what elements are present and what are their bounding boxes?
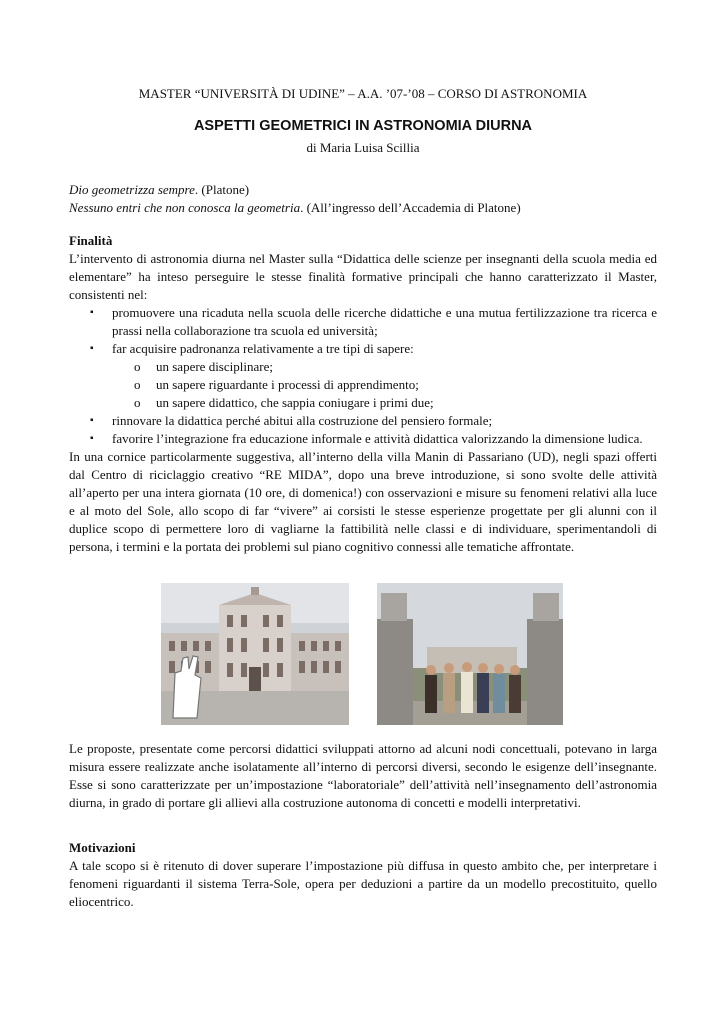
list-item: o un sapere didattico, che sappia coniugare i primi due; bbox=[134, 395, 434, 410]
document-title: ASPETTI GEOMETRICI IN ASTRONOMIA DIURNA bbox=[193, 118, 533, 134]
document-header: MASTER “UNIVERSITÀ DI UDINE” – A.A. ’07-’08 – CORSO DI ASTRONOMIA bbox=[138, 86, 588, 101]
motivazioni-paragraph: A tale scopo si è ritenuto di dover superare l’impostazione più diffusa in questo ambito che, per interpretare i fenomeni riguardanti il sistema Terra-Sole, opera per deduzioni a partire da un modello precostituito, quello eliocentrico. bbox=[69, 858, 657, 909]
square-bullet-icon: ▪ bbox=[90, 415, 94, 426]
villa-manin-photo bbox=[161, 583, 349, 725]
group-photo bbox=[377, 583, 563, 725]
list-item: o un sapere disciplinare; bbox=[134, 359, 273, 374]
square-bullet-icon: ▪ bbox=[90, 433, 94, 444]
photo-row bbox=[69, 583, 657, 725]
list-item: ▪ favorire l’integrazione fra educazione informale e attività didattica valorizzando la dimensione ludica. bbox=[90, 431, 643, 446]
section-finalita bbox=[69, 232, 657, 556]
quote-1: Dio geometrizza sempre. (Platone) bbox=[69, 182, 250, 197]
section-heading-finalita: Finalità bbox=[69, 233, 113, 248]
list-item: ▪ promuovere una ricaduta nella scuola delle ricerche didattiche e una mutua fertilizzazione tra ricerca e prassi nella collaborazione tra scuola ed università; bbox=[90, 305, 657, 338]
circle-bullet-icon: o bbox=[134, 359, 141, 374]
circle-bullet-icon: o bbox=[134, 377, 141, 392]
finalita-intro: L’intervento di astronomia diurna nel Master sulla “Didattica delle scienze per insegnanti della scuola media ed elementare” ha inteso perseguire le stesse finalità formative principali che hanno caratterizzato il Master, consistenti nel: bbox=[69, 251, 657, 302]
list-item: o un sapere riguardante i processi di apprendimento; bbox=[134, 377, 419, 392]
section-proposte bbox=[69, 740, 657, 812]
finalita-closing: In una cornice particolarmente suggestiva, all’interno della villa Manin di Passariano (UD), negli spazi offerti dal Centro di riciclaggio creativo “RE MIDA”, dopo una breve introduzione, si sono svolte delle attività all’aperto per una intera giornata (10 ore, di domenica!) con osservazioni e misure su fenomeni relativi alla luce e al moto del Sole, allo scopo di far “vivere” ai corsisti le stesse esperienze progettate per gli alunni con il duplice scopo di permettere loro di vagliarne la fattibilità nelle classi e di individuare, sperimentandoli di persona, i termini e la portata dei problemi sul piano cognitivo connessi alle tematiche affrontate. bbox=[69, 449, 657, 554]
document-author: di Maria Luisa Scillia bbox=[306, 140, 420, 155]
epigraph-quotes bbox=[69, 181, 657, 217]
list-item: ▪ rinnovare la didattica perché abitui alla costruzione del pensiero formale; bbox=[90, 413, 493, 428]
square-bullet-icon: ▪ bbox=[90, 343, 94, 354]
finalita-sub-list bbox=[69, 358, 657, 412]
proposte-paragraph: Le proposte, presentate come percorsi didattici sviluppati attorno ad alcuni nodi concettuali, potevano in larga misura essere realizzate anche isolatamente all’interno di percorsi diversi, secondo le esigenze dell’insegnante. Esse si sono caratterizzate per un’impostazione “laboratoriale” dell’attività nell’insegnamento dell’astronomia diurna, in grado di portare gli allievi alla costruzione autonoma di concetti e modelli interpretativi. bbox=[69, 741, 657, 810]
list-item: ▪ far acquisire padronanza relativamente a tre tipi di sapere: bbox=[90, 341, 414, 356]
section-motivazioni bbox=[69, 839, 657, 911]
finalita-bullet-list bbox=[69, 304, 657, 358]
section-heading-motivazioni: Motivazioni bbox=[69, 840, 136, 855]
square-bullet-icon: ▪ bbox=[90, 307, 94, 318]
circle-bullet-icon: o bbox=[134, 395, 141, 410]
quote-2: Nessuno entri che non conosca la geometria. (All’ingresso dell’Accademia di Platone) bbox=[69, 200, 521, 215]
finalita-bullet-list-continued bbox=[69, 412, 657, 448]
